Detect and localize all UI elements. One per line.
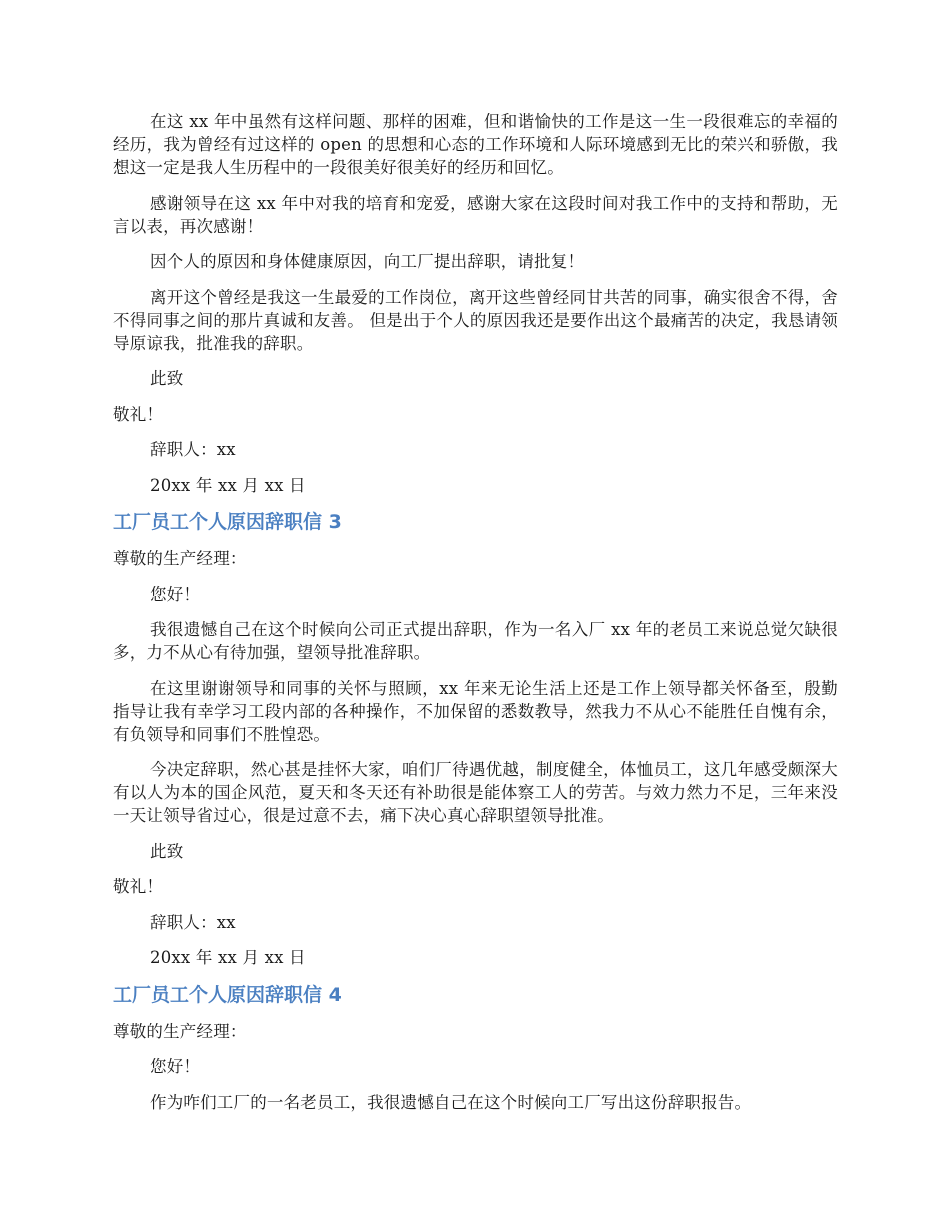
paragraph: 在这里谢谢领导和同事的关怀与照顾，xx 年来无论生活上还是工作上领导都关怀备至，殷勤指导让我有幸学习工段内部的各种操作，不加保留的悉数教导，然我力不从心不能胜任自愧有余，有负领导和同事们不胜惶恐。 — [113, 678, 838, 744]
greeting-text: 尊敬的生产经理： — [113, 549, 247, 568]
signer-text: 辞职人：xx — [150, 912, 236, 932]
section-heading: 工厂员工个人原因辞职信 3 — [113, 511, 342, 533]
paragraph: 我很遗憾自己在这个时候向公司正式提出辞职，作为一名入厂 xx 年的老员工来说总觉欠缺很多，力不从心有待加强，望领导批准辞职。 — [113, 620, 838, 662]
closing-text: 此致 — [150, 841, 184, 861]
document-page — [113, 110, 838, 1126]
signer-text: 辞职人：xx — [150, 440, 236, 459]
closing-text: 此致 — [150, 369, 184, 388]
paragraph: 今决定辞职，然心甚是挂怀大家，咱们厂待遇优越，制度健全，体恤员工，这几年感受颇深大有以人为本的国企风范，夏天和冬天还有补助很是能体察工人的劳苦。与效力然力不足，三年来没一天让领导省过心，很是过意不去，痛下决心真心辞职望领导批准。 — [113, 760, 838, 825]
hello-text: 您好！ — [150, 1057, 201, 1076]
section-heading: 工厂员工个人原因辞职信 4 — [113, 983, 342, 1006]
date-text: 20xx 年 xx 月 xx 日 — [150, 948, 306, 967]
paragraph: 感谢领导在这 xx 年中对我的培育和宠爱，感谢大家在这段时间对我工作中的支持和帮助，无言以表，再次感谢！ — [113, 193, 838, 236]
salute-text: 敬礼！ — [113, 404, 164, 424]
paragraph: 因个人的原因和身体健康原因，向工厂提出辞职，请批复！ — [150, 252, 585, 271]
paragraph: 在这 xx 年中虽然有这样问题、那样的困难，但和谐愉快的工作是这一生一段很难忘的幸福的经历，我为曾经有过这样的 open 的思想和心态的工作环境和人际环境感到无比的荣兴和骄傲，我想这一定是我人生历程中的一段很美好很美好的经历和回忆。 — [113, 112, 838, 177]
salute-text: 敬礼！ — [113, 877, 164, 896]
greeting-text: 尊敬的生产经理： — [113, 1021, 247, 1041]
hello-text: 您好！ — [150, 584, 201, 604]
date-text: 20xx 年 xx 月 xx 日 — [150, 475, 306, 495]
paragraph: 离开这个曾经是我这一生最爱的工作岗位，离开这些曾经同甘共苦的同事，确实很舍不得，舍不得同事之间的那片真诚和友善。 但是出于个人的原因我还是要作出这个最痛苦的决定，我恳请领导原谅我，批准我的辞职。 — [113, 287, 838, 353]
paragraph: 作为咋们工厂的一名老员工，我很遗憾自己在这个时候向工厂写出这份辞职报告。 — [150, 1092, 752, 1112]
